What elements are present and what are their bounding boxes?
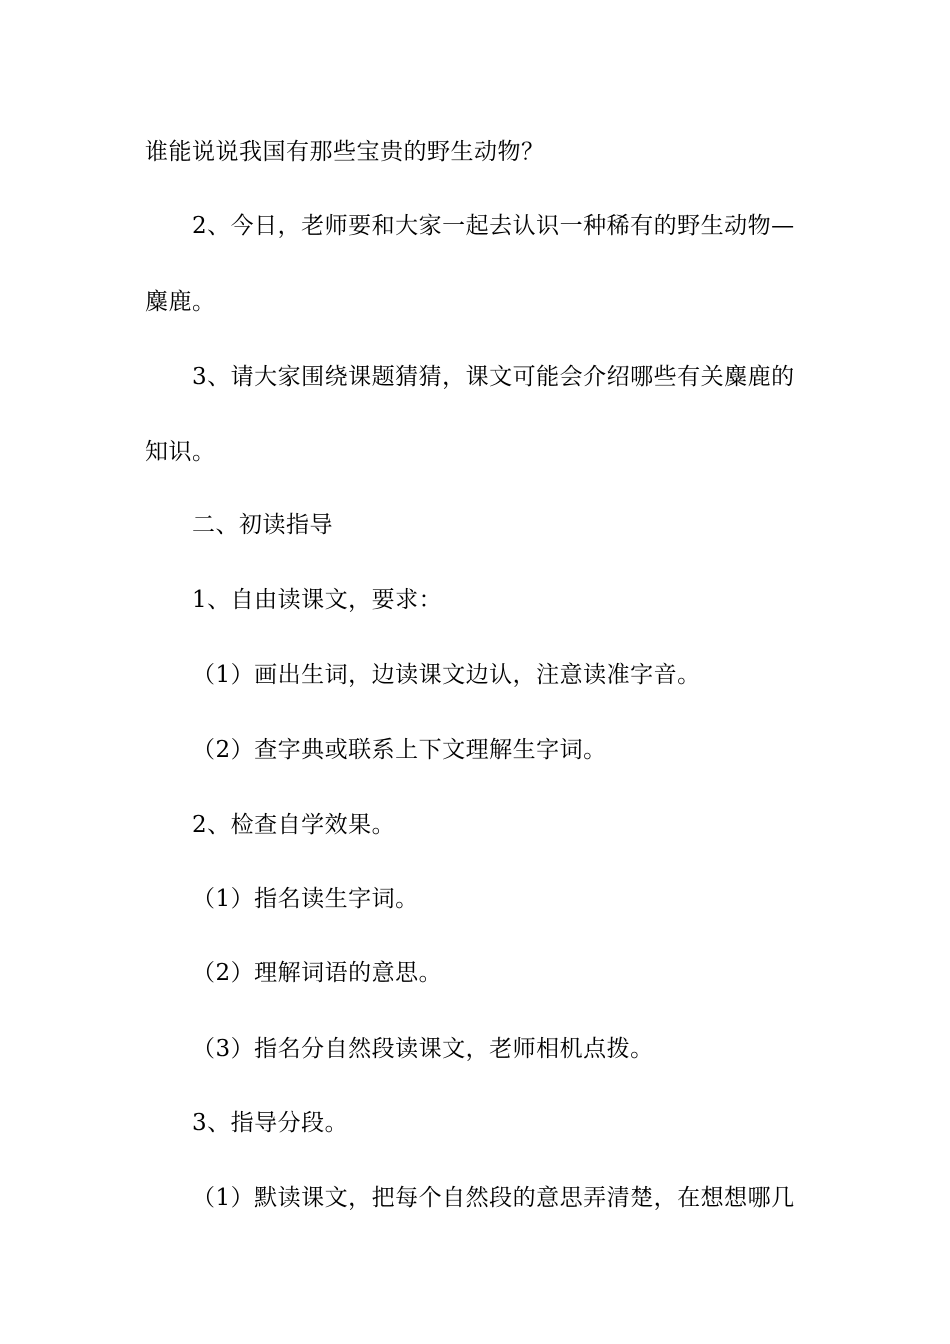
text-line: （3）指名分自然段读课文，老师相机点拨。 — [192, 1036, 654, 1062]
text-line: （2）查字典或联系上下文理解生字词。 — [192, 737, 607, 763]
text-line: 3、指导分段。 — [192, 1110, 349, 1136]
text-line: 1、自由读课文，要求： — [192, 587, 443, 613]
text-line: 谁能说说我国有那些宝贵的野生动物？ — [145, 139, 545, 165]
text-line: 3、请大家围绕课题猜猜，课文可能会介绍哪些有关麋鹿的 — [192, 364, 795, 390]
section-heading: 二、初读指导 — [192, 512, 333, 538]
text-line: （1）指名读生字词。 — [192, 886, 419, 912]
text-line: （1）画出生词，边读课文边认，注意读准字音。 — [192, 662, 701, 688]
text-line: （1）默读课文，把每个自然段的意思弄清楚，在想想哪几 — [192, 1185, 795, 1211]
text-line: 2、今日，老师要和大家一起去认识一种稀有的野生动物— — [192, 213, 795, 239]
text-line: 知识。 — [145, 439, 216, 465]
text-line: （2）理解词语的意思。 — [192, 960, 443, 986]
text-line: 麋鹿。 — [145, 289, 216, 315]
text-line: 2、检查自学效果。 — [192, 812, 396, 838]
